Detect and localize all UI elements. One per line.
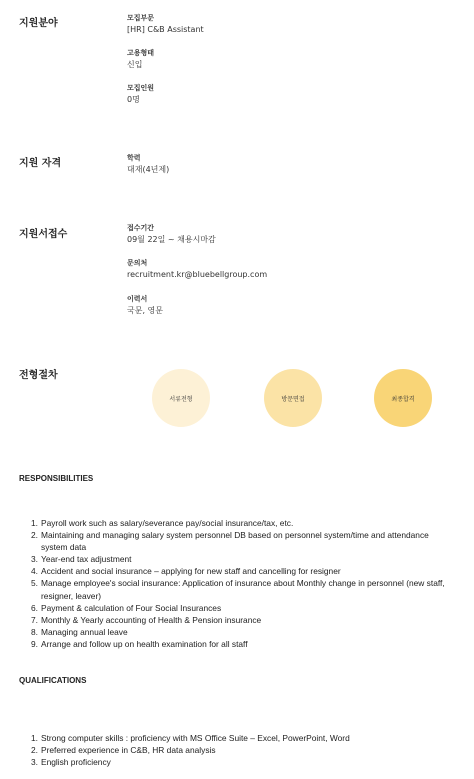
- recruit-division-label: 모집부문: [127, 14, 155, 22]
- list-item: 8. Managing annual leave: [31, 626, 128, 637]
- resume-label: 이력서: [127, 295, 148, 303]
- list-item: 2. Maintaining and managing salary system personnel DB based on personnel system/time and attendance system data: [31, 530, 429, 553]
- education-field: [127, 153, 169, 176]
- responsibilities-title: RESPONSIBILITIES: [19, 474, 94, 483]
- recruit-division-field: [127, 13, 204, 36]
- recruit-division-value: [HR] C&B Assistant: [127, 25, 204, 34]
- process-step-label: 최종합격: [391, 395, 415, 403]
- contact-email-link[interactable]: recruitment.kr@bluebellgroup.com: [127, 270, 268, 279]
- qualifications-title: QUALIFICATIONS: [19, 676, 87, 685]
- list-item: 5. Manage employee's social insurance: Application of insurance about Monthly change in personnel (new staff, resigner, leaver): [31, 578, 445, 601]
- application-period-value: 09월 22일 ~ 채용시마감: [127, 235, 216, 244]
- qualification-title: 지원 자격: [19, 158, 62, 169]
- support-area-title: 지원분야: [19, 18, 58, 29]
- list-item: 7. Monthly & Yearly accounting of Health & Pension insurance: [31, 614, 262, 625]
- contact-label: 문의처: [127, 259, 148, 267]
- resume-field: [127, 294, 163, 317]
- contact-field: [127, 258, 267, 281]
- list-item: 1. Payroll work such as salary/severance pay/social insurance/tax, etc.: [31, 518, 294, 528]
- headcount-field: [127, 83, 154, 106]
- employment-type-field: [127, 48, 154, 71]
- process-step-label: 방문면접: [281, 395, 305, 403]
- process-title: 전형절차: [19, 370, 58, 381]
- headcount-label: 모집인원: [127, 84, 155, 92]
- application-period-label: 접수기간: [127, 224, 155, 232]
- process-step-final-acceptance: [374, 369, 432, 427]
- process-step-label: 서류전형: [169, 395, 193, 403]
- responsibilities-list: [31, 517, 451, 650]
- employment-type-value: 신입: [127, 60, 143, 69]
- process-step-document-screening: [152, 369, 210, 427]
- list-item: 4. Accident and social insurance – applying for new staff and cancelling for resigner: [31, 566, 341, 577]
- education-value: 대재(4년제): [127, 165, 170, 174]
- list-item: 1. Strong computer skills : proficiency with MS Office Suite – Excel, PowerPoint, Word: [31, 733, 350, 743]
- qualifications-list: [31, 732, 451, 768]
- education-label: 학력: [127, 154, 141, 162]
- list-item: 6. Payment & calculation of Four Social Insurances: [31, 602, 222, 613]
- application-period-field: [127, 223, 216, 246]
- list-item: 3. Year-end tax adjustment: [31, 554, 132, 565]
- headcount-value: 0명: [127, 95, 140, 104]
- application-title: 지원서접수: [19, 229, 68, 240]
- employment-type-label: 고용형태: [127, 49, 155, 57]
- list-item: 2. Preferred experience in C&B, HR data analysis: [31, 745, 216, 756]
- resume-value: 국문, 영문: [127, 306, 163, 315]
- list-item: 3. English proficiency: [31, 757, 111, 768]
- list-item: 9. Arrange and follow up on health examination for all staff: [31, 638, 248, 649]
- process-step-interview: [264, 369, 322, 427]
